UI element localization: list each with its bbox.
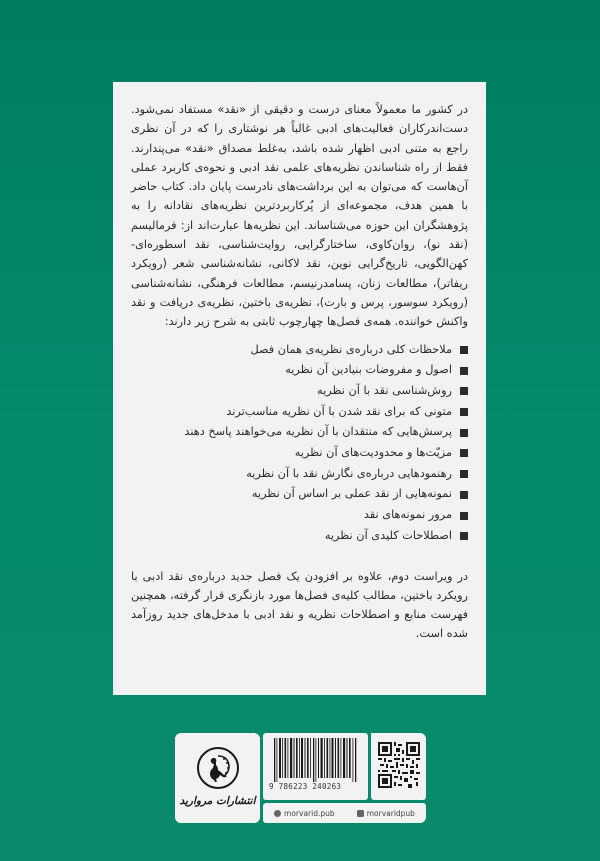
- square-bullet-icon: [460, 449, 468, 457]
- instagram-link[interactable]: morvaridpub: [357, 809, 415, 818]
- square-bullet-icon: [460, 367, 468, 375]
- publisher-logo: [175, 733, 260, 823]
- square-bullet-icon: [460, 491, 468, 499]
- barcode: [263, 733, 368, 800]
- instagram-icon: [357, 810, 364, 817]
- list-item: نمونه‌هایی از نقد عملی بر اساس آن نظریه: [131, 484, 468, 505]
- list-item: رهنمودهایی درباره‌ی نگارش نقد با آن نظریه: [131, 464, 468, 485]
- barcode-icon: [271, 738, 361, 782]
- square-bullet-icon: [460, 408, 468, 416]
- publisher-name: انتشارات مروارید: [179, 795, 256, 807]
- list-item: پرسش‌هایی که منتقدان با آن نظریه می‌خواهند پاسخ دهند: [131, 422, 468, 443]
- intro-paragraph: در کشور ما معمولاً معنای درست و دقیقی از «نقد» مستفاد نمی‌شود. دست‌اندرکاران فعالیت‌های ادبی غالباً هر نوشتاری را که در آن نظری راجع به متنی ادبی اظهار شده باشد، به‌غلط مصداق «نقد» می‌پندارند. فقط از راه شناساندن نظریه‌های علمی نقد ادبی و نحوه‌ی کاربرد عملی آن‌هاست که می‌توان به این برداشت‌های نادرست پایان داد. کتاب حاضر با همین هدف، مجموعه‌ای از پُرکاربردترین نظریه‌های نقادانه را به پژوهشگران این حوزه می‌شناساند. این نظریه‌ها عبارت‌اند از: فرمالیسم (نقد نو)، روان‌کاوی، ساختارگرایی، روایت‌شناسی، نقد اسطوره‌ای-کهن‌الگویی، تاریخ‌گرایی نوین، نقد لاکانی، نشانه‌شناسی شعر (رویکرد ریفاتر)، مطالعات زنان، پسامدرنیسم، مطالعات فرهنگی، نشانه‌شناسی (رویکرد سوسور، پرس و بارت)، نظریه‌ی باختین، نظریه‌ی دریافت و نقد واکنش خواننده. همه‌ی فصل‌ها چهارچوب ثابتی به شرح زیر دارند:: [131, 103, 468, 329]
- square-bullet-icon: [460, 346, 468, 354]
- square-bullet-icon: [460, 429, 468, 437]
- qr-code[interactable]: [371, 733, 426, 800]
- second-edition-paragraph: در ویراست دوم، علاوه بر افزودن یک فصل جدید درباره‌ی نقد ادبی با رویکرد باختین، مطالب کلیه‌ی فصل‌ها مورد بازنگری قرار گرفته، همچنین فهرست منابع و اصطلاحات نظریه و نقد ادبی با مدخل‌های جدید روزآمد شده است.: [131, 569, 468, 641]
- isbn-number: 9 786223 240263: [269, 782, 342, 791]
- qr-code-icon: [378, 742, 420, 788]
- list-item: اصطلاحات کلیدی آن نظریه: [131, 526, 468, 547]
- website-link[interactable]: morvarid.pub: [274, 809, 335, 818]
- list-item: مزیّت‌ها و محدودیت‌های آن نظریه: [131, 443, 468, 464]
- square-bullet-icon: [460, 470, 468, 478]
- peacock-logo-icon: [197, 747, 239, 789]
- square-bullet-icon: [460, 387, 468, 395]
- chapter-structure-list: [131, 340, 468, 547]
- square-bullet-icon: [460, 512, 468, 520]
- social-links: [263, 803, 426, 823]
- list-item: اصول و مفروضات بنیادین آن نظریه: [131, 360, 468, 381]
- list-item: متونی که برای نقد شدن با آن نظریه مناسب‌ترند: [131, 402, 468, 423]
- list-item: روش‌شناسی نقد با آن نظریه: [131, 381, 468, 402]
- publisher-info-block: [175, 733, 425, 823]
- list-item: ملاحظات کلی درباره‌ی نظریه‌ی همان فصل: [131, 340, 468, 361]
- square-bullet-icon: [460, 532, 468, 540]
- description-panel: [113, 82, 486, 695]
- globe-icon: [274, 810, 281, 817]
- list-item: مرور نمونه‌های نقد: [131, 505, 468, 526]
